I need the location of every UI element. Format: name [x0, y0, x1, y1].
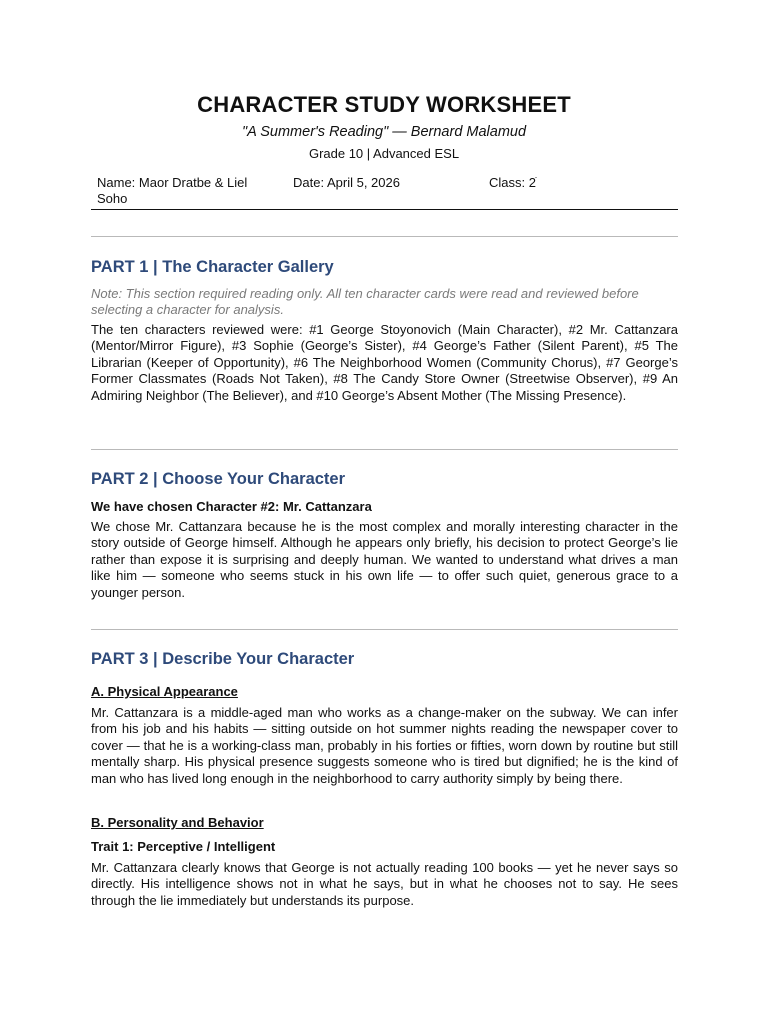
- student-info-row: [91, 175, 678, 210]
- section-divider: [91, 629, 678, 630]
- story-subtitle: "A Summer's Reading" — Bernard Malamud: [241, 124, 527, 140]
- part2-body: We chose Mr. Cattanzara because he is the most complex and morally interesting character in the story outside of George himself. Although he appears only briefly, his decision to protect George’s lie rather than expose it is surprising and deeply human. We wanted to understand what drives a man like him — someone who seems stuck in his own life — to offer such quiet, generous grace to a younger person.: [91, 519, 678, 600]
- section-divider: [91, 449, 678, 450]
- grade-line: Grade 10 | Advanced ESL: [308, 146, 460, 161]
- part1-heading: PART 1 | The Character Gallery: [91, 258, 334, 276]
- part2-heading: PART 2 | Choose Your Character: [91, 470, 346, 488]
- student-name: Name: Maor Dratbe & Liel Soho: [97, 175, 248, 206]
- section-divider: [91, 236, 678, 237]
- part3-heading: PART 3 | Describe Your Character: [91, 650, 355, 668]
- chosen-character: We have chosen Character #2: Mr. Cattanzara: [91, 499, 372, 514]
- worksheet-title: CHARACTER STUDY WORKSHEET: [197, 92, 571, 117]
- class-number: Class: 2ׁ: [489, 175, 536, 190]
- trait1-body: Mr. Cattanzara clearly knows that George is not actually reading 100 books — yet he never says so directly. His intelligence shows not in what he says, but in what he chooses not to say. He sees through the lie immediately but understands its purpose.: [91, 860, 678, 908]
- part1-body: The ten characters reviewed were: #1 George Stoyonovich (Main Character), #2 Mr. Cattanzara (Mentor/Mirror Figure), #3 Sophie (George’s Sister), #4 George’s Father (Silent Parent), #5 The Librarian (Keeper of Opportunity), #6 The Neighborhood Women (Community Chorus), #7 George’s Former Classmates (Roads Not Taken), #8 The Candy Store Owner (Streetwise Observer), #9 An Admiring Neighbor (The Believer), and #10 George’s Absent Mother (The Missing Presence).: [91, 322, 678, 403]
- personality-title: B. Personality and Behavior: [91, 815, 264, 830]
- physical-appearance-title: A. Physical Appearance: [91, 684, 238, 699]
- physical-appearance-body: Mr. Cattanzara is a middle-aged man who works as a change-maker on the subway. We can infer from his job and his habits — sitting outside on hot summer nights reading the newspaper cover to cover — that he is a working-class man, probably in his forties or fifties, worn down by routine but still mentally sharp. His physical presence suggests someone who is tired but dignified; he is the kind of man who has lived long enough in the neighborhood to carry authority simply by being there.: [91, 705, 678, 786]
- worksheet-date: Date: April 5, 2026: [293, 175, 400, 190]
- part1-note: Note: This section required reading only. All ten character cards were read and reviewed before selecting a character for analysis.: [91, 286, 639, 318]
- trait1-title: Trait 1: Perceptive / Intelligent: [91, 839, 276, 854]
